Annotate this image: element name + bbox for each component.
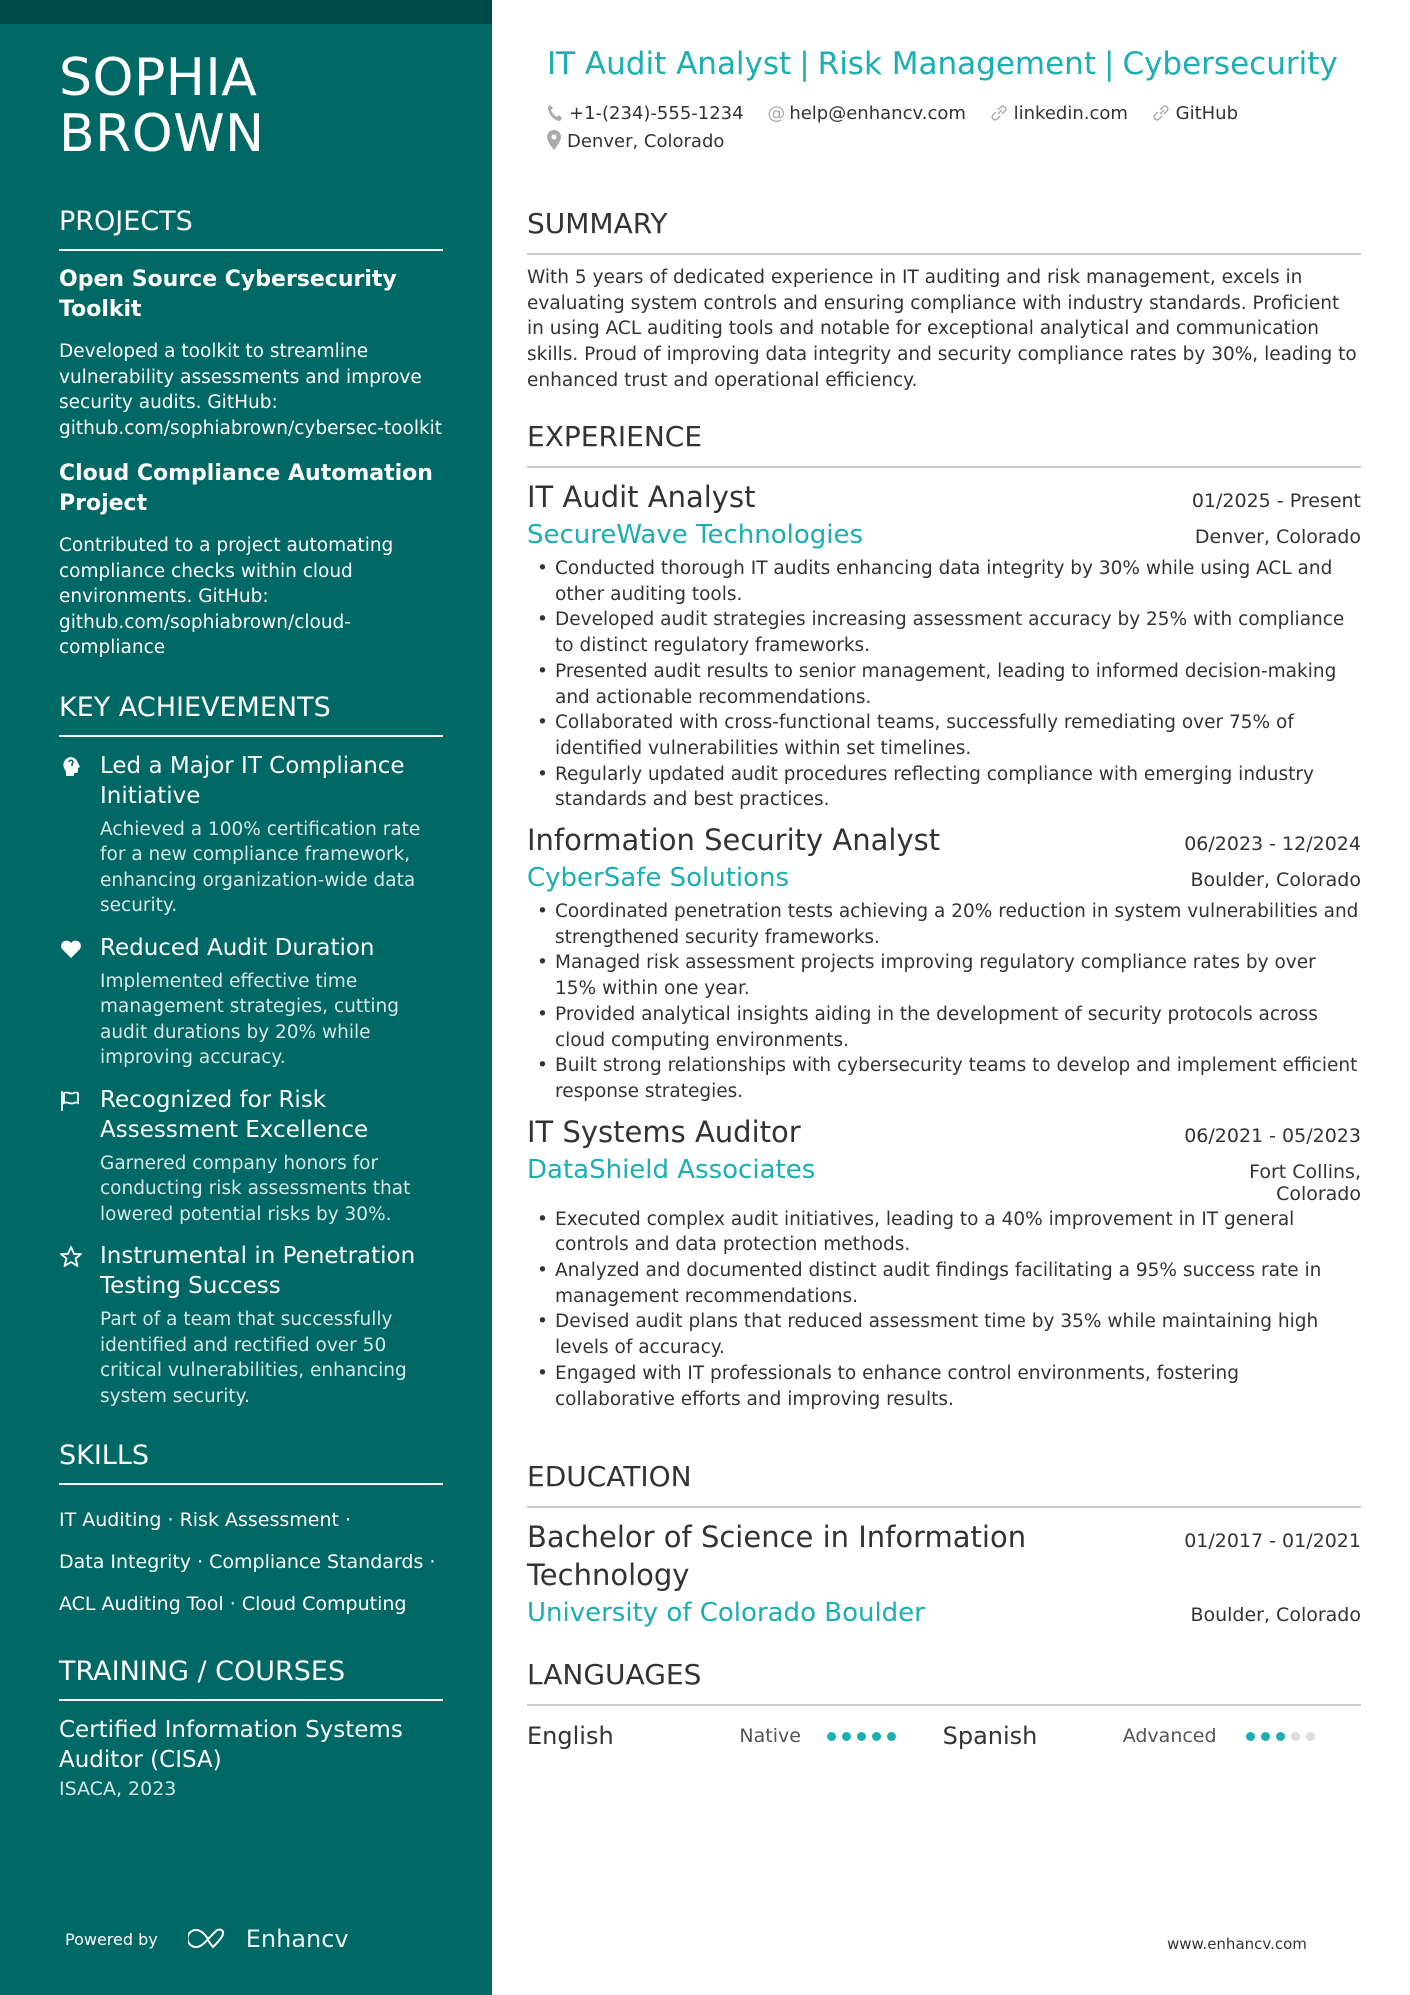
enhancv-brand: Enhancv — [245, 1925, 349, 1953]
bullet: • Conducted thorough IT audits enhancing data integrity by 30% while using ACL and other auditing tools. — [527, 556, 1361, 607]
language-level: Advanced — [1122, 1725, 1217, 1747]
rating-dot — [1261, 1732, 1270, 1741]
job-entry — [527, 478, 1361, 813]
rating-dot — [1306, 1732, 1315, 1741]
flag-icon — [59, 1089, 83, 1113]
company: CyberSafe Solutions — [527, 863, 790, 894]
job-headline: IT Audit Analyst | Risk Management | Cybersecurity — [547, 46, 1338, 82]
job-title: Information Security Analyst — [527, 823, 941, 858]
language-name: English — [527, 1722, 614, 1750]
bullet: • Regularly updated audit procedures reflecting compliance with emerging industry standards and best practices. — [527, 762, 1361, 813]
rating-dot — [887, 1732, 896, 1741]
powered-by — [65, 1925, 349, 1953]
course-provider: ISACA, 2023 — [59, 1778, 177, 1800]
education-section — [527, 1460, 1361, 1632]
footer-url[interactable]: www.enhancv.com — [1167, 1935, 1307, 1953]
job-location: Boulder, Colorado — [1190, 869, 1361, 892]
skills-section — [59, 1439, 443, 1625]
rating-dot — [827, 1732, 836, 1741]
job-location: Denver, Colorado — [1194, 526, 1361, 548]
bullet-list — [527, 1207, 1361, 1413]
company: SecureWave Technologies — [527, 520, 864, 550]
achievement-title: Recognized for Risk Assessment Excellence — [100, 1086, 369, 1143]
bullet: • Managed risk assessment projects improving regulatory compliance rates by over 15% within one year. — [527, 950, 1361, 1001]
achievement-desc: Part of a team that successfully identified and rectified over 50 critical vulnerabilities, enhancing system security. — [100, 1309, 407, 1407]
bullet: • Collaborated with cross-functional teams, successfully remediating over 75% of identified vulnerabilities within set timelines. — [527, 710, 1361, 761]
achievements-heading: KEY ACHIEVEMENTS — [59, 691, 443, 737]
job-entry — [527, 821, 1361, 1105]
brain-icon — [59, 755, 83, 779]
language-name: Spanish — [942, 1722, 1038, 1750]
achievement-title: Instrumental in Penetration Testing Success — [100, 1243, 416, 1299]
contact-info — [547, 100, 1307, 156]
link-icon — [1152, 104, 1170, 122]
experience-heading: EXPERIENCE — [527, 420, 1361, 468]
github-link[interactable]: GitHub — [1152, 100, 1238, 128]
rating-dot — [1291, 1732, 1300, 1741]
job-title: IT Systems Auditor — [527, 1114, 801, 1149]
skills-line: Data Integrity · Compliance Standards · — [59, 1551, 436, 1573]
project-desc: Contributed to a project automating compliance checks within cloud environments. GitHub: github.com/sophiabrown/cloud-compliance — [59, 535, 394, 658]
job-entry — [527, 1113, 1361, 1413]
job-date: 06/2023 - 12/2024 — [1184, 833, 1361, 856]
projects-section — [59, 205, 443, 661]
rating-dot — [1276, 1732, 1285, 1741]
sidebar-top-bar — [0, 0, 492, 24]
phone-icon — [547, 104, 563, 122]
link-icon — [990, 104, 1008, 122]
education-location: Boulder, Colorado — [1190, 1604, 1361, 1626]
bullet: • Coordinated penetration tests achieving a 20% reduction in system vulnerabilities and strengthened security frameworks. — [527, 899, 1361, 950]
bullet-list — [527, 899, 1361, 1105]
rating-dot — [872, 1732, 881, 1741]
education-date: 01/2017 - 01/2021 — [1184, 1530, 1361, 1552]
summary-section — [527, 207, 1361, 394]
bullet: • Developed audit strategies increasing assessment accuracy by 25% with compliance to distinct regulatory frameworks. — [527, 607, 1361, 658]
rating-dot — [857, 1732, 866, 1741]
bullet: • Analyzed and documented distinct audit findings facilitating a 95% success rate in management recommendations. — [527, 1258, 1361, 1309]
skills-list — [59, 1499, 443, 1625]
enhancv-logo-icon — [188, 1926, 234, 1952]
job-location: Fort Collins, Colorado — [1249, 1160, 1361, 1205]
rating-dot — [842, 1732, 851, 1741]
powered-label: Powered by — [65, 1929, 158, 1949]
bullet: • Devised audit plans that reduced assessment time by 35% while maintaining high levels of accuracy. — [527, 1309, 1361, 1360]
bullet-list — [527, 556, 1361, 813]
training-section — [59, 1655, 443, 1803]
job-title: IT Audit Analyst — [527, 480, 756, 514]
bullet: • Built strong relationships with cybersecurity teams to develop and implement efficient response strategies. — [527, 1053, 1361, 1104]
job-date: 01/2025 - Present — [1191, 490, 1361, 512]
skills-line: IT Auditing · Risk Assessment · — [59, 1509, 352, 1531]
bullet: • Provided analytical insights aiding in the development of security protocols across cloud computing environments. — [527, 1002, 1361, 1053]
training-heading: TRAINING / COURSES — [59, 1655, 443, 1701]
rating-dot — [1246, 1732, 1255, 1741]
at-icon: @ — [767, 103, 786, 124]
school: University of Colorado Boulder — [527, 1598, 925, 1628]
bullet: • Executed complex audit initiatives, leading to a 40% improvement in IT general controls and data protection methods. — [527, 1207, 1361, 1258]
achievement-title: Led a Major IT Compliance Initiative — [100, 752, 405, 809]
sidebar-content — [59, 205, 443, 1833]
email[interactable]: @ help@enhancv.com — [767, 103, 966, 124]
project-desc: Developed a toolkit to streamline vulnerability assessments and improve security audits. GitHub: github.com/sophiabrown/cybersec-toolkit — [59, 341, 443, 439]
sidebar — [0, 0, 492, 1995]
candidate-name: SOPHIA BROWN — [59, 48, 265, 164]
location: Denver, Colorado — [547, 128, 724, 156]
bullet: • Presented audit results to senior management, leading to informed decision-making and actionable recommendations. — [527, 659, 1361, 710]
star-icon — [59, 1245, 83, 1269]
projects-heading: PROJECTS — [59, 205, 443, 251]
achievement-desc: Achieved a 100% certification rate for a new compliance framework, enhancing organization-wide data security. — [100, 818, 421, 916]
languages-heading: LANGUAGES — [527, 1658, 1361, 1706]
achievement-desc: Garnered company honors for conducting risk assessments that lowered potential risks by 30%. — [100, 1152, 411, 1225]
achievement-item — [59, 1085, 443, 1228]
project-title: Open Source Cybersecurity Toolkit — [59, 267, 397, 322]
achievement-desc: Implemented effective time management strategies, cutting audit durations by 20% while improving accuracy. — [100, 970, 399, 1068]
heart-icon — [59, 937, 83, 961]
skills-heading: SKILLS — [59, 1439, 443, 1485]
summary-heading: SUMMARY — [527, 207, 1361, 255]
skills-line: ACL Auditing Tool · Cloud Computing — [59, 1593, 407, 1615]
phone[interactable]: +1-(234)-555-1234 — [547, 100, 744, 128]
achievement-item — [59, 1241, 443, 1409]
language-level: Native — [739, 1725, 801, 1747]
location-pin-icon — [547, 130, 561, 150]
achievement-title: Reduced Audit Duration — [100, 934, 375, 961]
languages-section — [527, 1658, 1361, 1756]
company: DataShield Associates — [527, 1154, 816, 1185]
achievements-section — [59, 691, 443, 1410]
course-title: Certified Information Systems Auditor (CISA) — [59, 1717, 403, 1773]
achievement-item — [59, 933, 443, 1071]
project-title: Cloud Compliance Automation Project — [59, 461, 433, 516]
summary-text: With 5 years of dedicated experience in IT auditing and risk management, excels in evaluating system controls and ensuring compliance with industry standards. Proficient in using ACL auditing tools and notable for exceptional analytical and communication skills. Proud of improving data integrity and security compliance rates by 30%, leading to enhanced trust and operational efficiency. — [527, 267, 1357, 391]
education-heading: EDUCATION — [527, 1460, 1361, 1508]
linkedin-link[interactable]: linkedin.com — [990, 100, 1128, 128]
job-date: 06/2021 - 05/2023 — [1184, 1124, 1361, 1147]
language-rating — [827, 1732, 942, 1741]
achievement-item — [59, 751, 443, 919]
degree: Bachelor of Science in Information Technology — [527, 1520, 1027, 1592]
language-rating — [1246, 1732, 1361, 1741]
bullet: • Engaged with IT professionals to enhance control environments, fostering collaborative efforts and improving results. — [527, 1361, 1361, 1412]
experience-section — [527, 420, 1361, 1420]
